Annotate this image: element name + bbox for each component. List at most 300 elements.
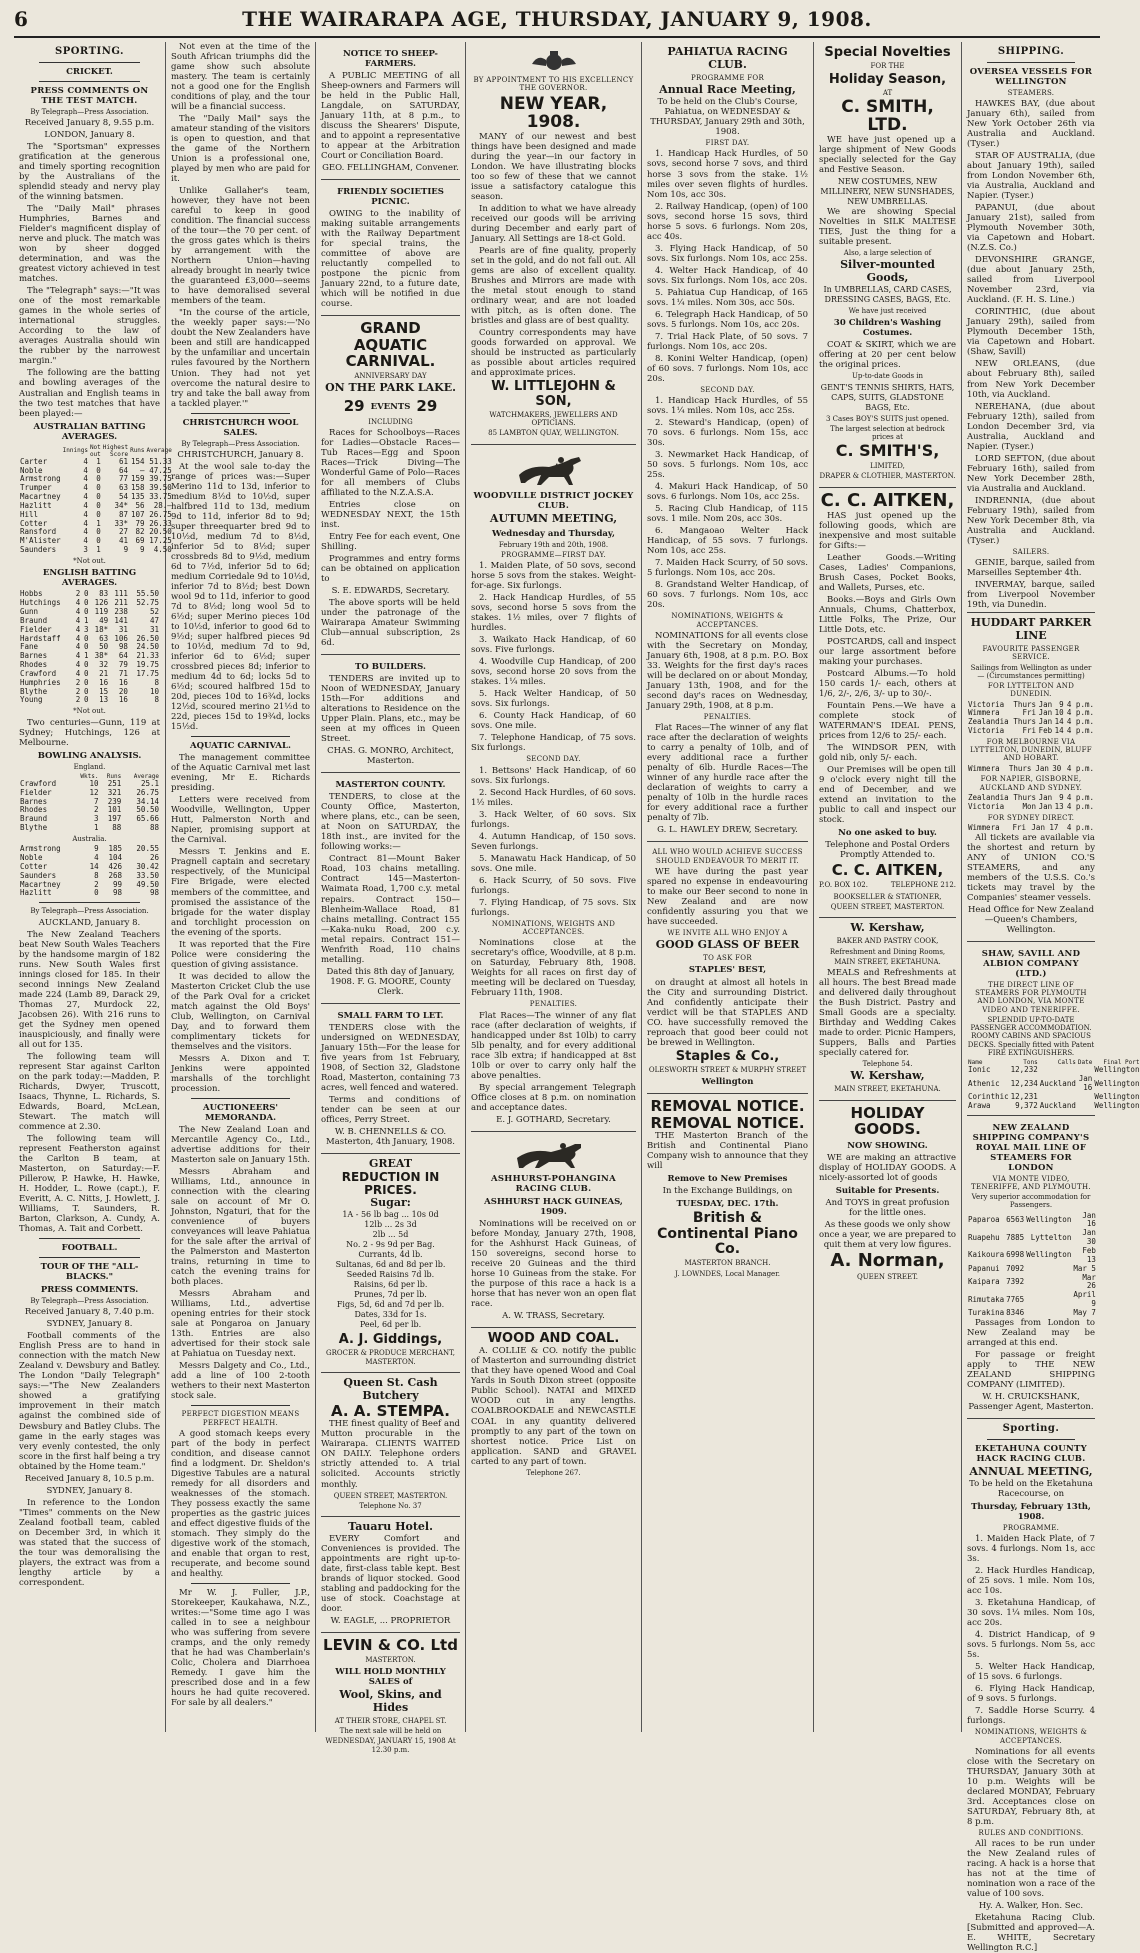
sheep-farmers-notice xyxy=(321,42,460,180)
dateline: AUCKLAND, January 8. xyxy=(38,917,141,928)
divider xyxy=(987,62,1075,63)
dateline: LONDON, January 8. xyxy=(44,130,135,141)
ad-text: The above sports will be held under the patronage of the Wairarapa Amateur Swimming Club—annual subscription, 2s 6d. xyxy=(321,598,460,649)
article-paragraph: The New Zealand Loan and Mercantile Agency Co., Ltd., advertise additions for their Masterton sale on January 15th. xyxy=(171,1124,310,1165)
received-line: Received January 8, 10.5 p.m. xyxy=(24,1473,155,1484)
table-header-cell xyxy=(19,444,62,458)
ad-feature: Silver-mounted Goods, xyxy=(840,258,935,285)
table-cell: May 7 xyxy=(1073,1307,1096,1317)
ad-text: As these goods we only show once a year, we are prepared to quit them at very low figures. xyxy=(819,1219,956,1250)
table-cell: Victoria xyxy=(968,801,1005,811)
table-cell: 9 xyxy=(1059,699,1064,709)
auctioneers-heading: AUCTIONEERS' MEMORANDA. xyxy=(202,1102,278,1123)
table-cell: 4 p.m. xyxy=(1066,708,1094,718)
ad-date: TUESDAY, DEC. 17th. xyxy=(676,1199,779,1210)
ad-text: By special arrangement Telegraph Office closes at 8 p.m. on nomination and acceptance dates. xyxy=(471,1082,636,1113)
table-cell: 2 xyxy=(75,677,81,687)
table-cell: Noble xyxy=(20,853,43,863)
table-cell: 63 xyxy=(99,633,109,643)
table-cell: 79 xyxy=(135,518,145,528)
price-item: 1A - 56 lb bag ... 10s 0d xyxy=(342,1210,439,1220)
ad-text: WE are making an attractive display of HOLIDAY GOODS. A nicely-assorted lot of goods xyxy=(819,1152,956,1183)
received-line: Received January 8, 7.40 p.m. xyxy=(24,1307,155,1318)
ad-text: EVERY Comfort and Conveniences is provided. The appointments are right up-to-date, first-class table kept. Best brands of liquor stocked. Good stabling and paddocking for the use of stock. Coachstage at door. xyxy=(321,1533,460,1615)
table-cell: 4 xyxy=(83,518,88,528)
table-cell: Young xyxy=(20,695,43,705)
ad-title: Tauaru Hotel. xyxy=(348,1520,433,1534)
schedule-heading: FOR MELBOURNE VIA LYTTELTON, DUNEDIN, BLUFF AND HOBART. xyxy=(970,737,1092,763)
telephone: TELEPHONE 212. xyxy=(890,880,956,889)
table-cell: 88 xyxy=(112,823,122,833)
ad-text: All races to be run under the New Zealand rules of racing. A hack is a horse that has not at the time of nomination won a race of the value of 100 sovs. xyxy=(967,1839,1095,1900)
table-cell: Jan xyxy=(1038,708,1053,718)
club-heading: ASHHURST-POHANGINA RACING CLUB. xyxy=(490,1173,617,1194)
race-item: 2. Steward's Handicap, (open) of 70 sovs. 6 furlongs. Nom 15s, acc 30s. xyxy=(647,418,808,449)
sailing-row xyxy=(967,1102,1140,1111)
table-cell: 4 p.m. xyxy=(1066,822,1094,832)
table-cell: 0 xyxy=(96,474,101,484)
article-paragraph: The "Daily Mail" says the amateur standing of the visitors is open to question, and that the game of the Northern Union is a professional one, played by men who are paid for it. xyxy=(171,114,310,185)
table-cell: 61 xyxy=(119,456,129,466)
table-cell: Kaipara xyxy=(968,1276,1000,1286)
ad-title: GRAND xyxy=(360,319,421,338)
table-cell: Jan xyxy=(1035,763,1049,773)
table-cell: Hutchings xyxy=(20,598,61,608)
byline: By Telegraph—Press Association. xyxy=(30,1297,149,1306)
sailing-row xyxy=(967,1212,1097,1230)
price-item: Currants, 4d lb. xyxy=(358,1250,423,1260)
byline: By Telegraph—Press Association. xyxy=(181,439,300,448)
table-cell: 8346 xyxy=(1006,1307,1025,1317)
notice-signature: GEO. FELLINGHAM, Convener. xyxy=(322,163,459,174)
article-paragraph: The New Zealand Teachers beat New South Wales Teachers by the handsome margin of 182 runs. New South Wales first innings closed for 185. In their second innings New Zealand made 224 (Lamb 89, Darack 29, Thomas 27, Murdock 22, Jacobsen 26). With 216 runs to get the Sydney men opened inauspiciously, and finally were all out for 135. xyxy=(19,929,160,1050)
table-cell: 10 xyxy=(1054,708,1064,718)
table-cell: 50 xyxy=(99,642,109,652)
wood-coal-ad xyxy=(471,1328,636,1483)
schedule-heading: FOR NAPIER, GISBORNE, AUCKLAND AND SYDNEY. xyxy=(979,775,1083,792)
table-cell: 50.50 xyxy=(136,805,159,815)
table-cell: 39.75 xyxy=(149,474,172,484)
ad-address: QUEEN STREET, MASTERTON. xyxy=(830,903,945,912)
aitken-ad xyxy=(819,488,956,919)
article-paragraph: The management committee of the Aquatic Carnival met last evening, Mr E. Richards presiding. xyxy=(171,753,310,794)
table-cell: Jan 16 xyxy=(1082,1210,1096,1229)
ad-address: DRAPER & CLOTHIER, MASTERTON. xyxy=(819,472,956,481)
table-cell: Athenic xyxy=(968,1078,1000,1088)
ad-sub: The largest selection at bedrock prices at xyxy=(830,424,945,442)
table-cell: 47 xyxy=(149,615,159,625)
ad-text: WE have just opened up a large shipment of New Goods specially selected for the Gay and Festive Season. xyxy=(819,134,956,175)
meeting-date: February 19th and 20th, 1908. xyxy=(498,540,609,549)
table-cell: 1 xyxy=(93,823,99,833)
royal-crest-icon xyxy=(524,50,584,72)
price-item: No. 2 - 9s 9d per Bag. xyxy=(346,1240,435,1250)
ad-text: NOMINATIONS for all events close with the Secretary on Monday, January 6th, 1908, at 8 p.m. P.O. Box 33. Weights for the first day's races will be declared on or about Monday, January 13th, 1908, and for the second day's races on Wednesday, January 29th, 1908, at 8 p.m. xyxy=(647,630,808,711)
schedule-row xyxy=(967,765,1095,774)
race-item: 6. County Hack Handicap, of 60 sovs. One mile. xyxy=(471,711,636,732)
table-cell: 0 xyxy=(96,527,101,537)
notice-heading: TO BUILDERS. xyxy=(355,662,426,673)
ad-text: Fountain Pens.—We have a complete stock of WATERMAN'S IDEAL PENS, prices from 12/6 to 25/- each. xyxy=(819,700,956,741)
table-cell: 4 xyxy=(75,660,81,670)
table-cell: 47.25 xyxy=(149,465,172,475)
table-cell: Ionic xyxy=(968,1065,991,1075)
table-cell: Macartney xyxy=(20,879,61,889)
wool-sales-heading: CHRISTCHURCH WOOL SALES. xyxy=(182,417,299,438)
column-6 xyxy=(814,42,962,1732)
not-out-note: *Not out. xyxy=(73,557,106,566)
divider xyxy=(191,736,290,737)
ad-merchant-sub: LIMITED, xyxy=(870,462,905,471)
table-cell: 34.14 xyxy=(136,796,159,806)
price-item: Sultanas, 6d and 8d per lb. xyxy=(335,1260,446,1270)
table-cell: Kaikoura xyxy=(968,1250,1005,1260)
price-item: 12lb ... 2s 3d xyxy=(364,1220,417,1230)
column-7 xyxy=(962,42,1140,1953)
ad-text: We are showing Special Novelties in SILK MALTESE TIES, Just the thing for a suitable present. xyxy=(819,206,956,247)
notice-signature: CHAS. G. MONRO, Architect, Masterton. xyxy=(327,746,454,767)
race-item: 1. Maiden Plate, of 50 sovs, second horse 5 sovs from the stakes. Weight-for-age. Six furlongs. xyxy=(471,561,636,592)
ship-item: NEREHANA, (due about February 12th), sailed from London December 3rd, via Australia, Auckland and Napier. (Tyser.) xyxy=(967,401,1095,452)
table-cell: 98 xyxy=(113,888,123,898)
ad-items: In UMBRELLAS, CARD CASES, DRESSING CASES, BAGS, Etc. xyxy=(823,285,952,305)
table-header-cell: Average xyxy=(146,447,172,455)
table-cell: 119 xyxy=(94,606,109,616)
ad-signature: A. W. TRASS, Secretary. xyxy=(502,1311,605,1322)
table-cell: 77 xyxy=(119,474,129,484)
column-2 xyxy=(166,42,316,1732)
table-cell: 7092 xyxy=(1006,1263,1025,1273)
column-3 xyxy=(316,42,466,1754)
table-cell: 1 xyxy=(96,545,101,555)
table-cell: 9 xyxy=(123,545,129,555)
ad-sub: 3 Cases BOY'S SUITS just opened. xyxy=(826,414,949,423)
table-cell: 4 p.m. xyxy=(1066,763,1094,773)
table-cell: 49.50 xyxy=(136,879,159,889)
table-cell: 33.75 xyxy=(149,492,172,502)
newspaper-title: THE WAIRARAPA AGE, THURSDAY, JANUARY 9, 1908. xyxy=(242,7,872,31)
price-item: Raisins, 6d per lb. xyxy=(353,1280,428,1290)
table-cell: 82 xyxy=(135,527,145,537)
table-cell: 4 xyxy=(83,465,88,475)
table-cell: 32 xyxy=(99,660,109,670)
divider xyxy=(987,1439,1075,1440)
table-cell: 99 xyxy=(113,879,123,889)
race-item: 1. Handicap Hack Hurdles, of 55 sovs. 1¼ miles. Nom 10s, acc 25s. xyxy=(647,396,808,417)
table-cell: 14 xyxy=(1054,726,1064,736)
ad-merchant-sub: Refreshment and Dining Rooms, xyxy=(829,947,946,956)
table-cell: Turakina xyxy=(968,1307,1005,1317)
article-paragraph: The following are the batting and bowling averages of the Australian and English teams in the two test matches that have been played:— xyxy=(19,368,160,419)
table-cell: 39.50 xyxy=(149,483,172,493)
race-item: 1. Handicap Hack Hurdles, of 50 sovs, second horse 7 sovs, and third horse 3 sovs from the stake. 1½ miles over seven flights of hurdles. Nom 10s, acc 30s. xyxy=(647,149,808,200)
table-cell: 4 xyxy=(75,606,81,616)
norman-ad xyxy=(819,1101,956,1287)
race-item: 2. Hack Hurdles Handicap, of 25 sovs. 1 mile. Nom 10s, acc 10s. xyxy=(967,1566,1095,1597)
table-cell: 7765 xyxy=(1006,1294,1025,1304)
ad-city: Wellington xyxy=(701,1077,754,1088)
ad-date: WEDNESDAY, JANUARY 15, 1908 At 12.30 p.m. xyxy=(325,1737,456,1754)
table-cell: 20.55 xyxy=(136,844,159,854)
ad-title: SHAW, SAVILL AND ALBION COMPANY (LTD.) xyxy=(981,948,1081,979)
schedule-row xyxy=(967,727,1095,736)
table-cell: 9 xyxy=(1059,792,1064,802)
table-cell: Thurs xyxy=(1008,763,1032,773)
ad-sub: FOR THE xyxy=(870,62,905,71)
table-cell: 4 xyxy=(75,651,81,661)
ad-text: THE finest quality of Beef and Mutton procurable in the Wairarapa. CLIENTS WAITED ON DAILY. Telephone orders strictly attended to. A trial solicited. Accounts strictly monthly. xyxy=(321,1419,460,1490)
table-cell: 4 p.m. xyxy=(1066,792,1094,802)
ad-phone: Telephone 267. xyxy=(526,1468,581,1477)
table-cell: 159 xyxy=(130,474,145,484)
racehorse-icon xyxy=(509,1140,599,1170)
table-cell: 239 xyxy=(107,796,122,806)
table-cell: 69 xyxy=(135,536,145,546)
ad-text: Our Premises will be open till 9 o'clock every night till the end of December, and we extend an invitation to the public to call and inspect our stock. xyxy=(819,764,956,826)
ad-text: To be held on the Eketahuna Racecourse, on xyxy=(969,1478,1093,1499)
nz-shipping-ad xyxy=(967,1116,1095,1419)
table-cell: Rhodes xyxy=(20,660,48,670)
table-cell: Armstrong xyxy=(20,474,61,484)
sailer-list xyxy=(967,558,1095,610)
tour-heading: TOUR OF THE "ALL-BLACKS." xyxy=(40,1262,139,1283)
ad-items: GENT'S TENNIS SHIRTS, HATS, CAPS, SUITS, GLADSTONE BAGS, Etc. xyxy=(820,382,955,412)
table-cell xyxy=(1025,1274,1072,1292)
eng-batting-table xyxy=(19,590,160,705)
ad-address: QUEEN STREET. xyxy=(856,1272,919,1281)
rules-heading: RULES AND CONDITIONS. xyxy=(978,1828,1084,1837)
ad-text: The WINDSOR PEN, with gold nib, only 5/- each. xyxy=(819,742,956,763)
ad-text: For passage or freight apply to THE NEW ZEALAND SHIPPING COMPANY (LIMITED). xyxy=(967,1349,1095,1390)
notice-text: Contract 81—Mount Baker Road, 103 chains metalling. Contract 145—Masterton-Waimata Road, 1,700 c.y. metal repairs. Contract 150—Blenheim-Wallace Road, 81 chains metalling. Contract 155—Kaka-nuku Road, 200 c.y. metal repairs. Contract 151—Wenfrith Road, 110 chains metalling. xyxy=(321,854,460,965)
ad-merchant: W. LITTLEJOHN & SON, xyxy=(491,379,616,409)
table-cell: Wellington xyxy=(1094,1100,1140,1110)
notice-heading: NOTICE TO SHEEP-FARMERS. xyxy=(343,49,438,70)
ad-title: GREAT xyxy=(368,1156,413,1170)
table-cell: 4 p.m. xyxy=(1066,717,1094,727)
ad-title: REMOVAL NOTICE. xyxy=(650,1097,805,1116)
meeting-date: Thursday, February 13th, 1908. xyxy=(971,1501,1091,1522)
digestion-heading: PERFECT DIGESTION MEANS PERFECT HEALTH. xyxy=(181,1410,300,1427)
race-item: 2. Railway Handicap, (open) of 100 sovs, second horse 15 sovs, third horse 5 sovs. 6 furlongs. Nom 20s, acc 40s. xyxy=(647,201,808,242)
ad-subtitle: FAVOURITE PASSENGER SERVICE. xyxy=(982,645,1080,662)
nominations-heading: NOMINATIONS, WEIGHTS & ACCEPTANCES. xyxy=(671,612,784,629)
table-cell: 0 xyxy=(83,606,89,616)
table-cell: 8 xyxy=(154,695,159,705)
table-cell: 4 xyxy=(94,853,99,863)
ad-merchant: A. J. Giddings, xyxy=(338,1332,443,1348)
ad-feature: Suitable for Presents. xyxy=(835,1185,940,1196)
programme-heading: PROGRAMME FOR xyxy=(690,73,765,82)
ad-merchant-sub: WATCHMAKERS, JEWELLERS AND OPTICIANS. xyxy=(489,410,618,428)
table-cell: 1 xyxy=(83,651,89,661)
schedule-table xyxy=(967,824,1095,833)
advert-paragraph: Mr W. J. Fuller, J.P., Storekeeper, Kaukahawa, N.Z., writes:—"Some time ago I was called in to see a neighbour who was suffering from severe cramps, and the only remedy that he had was Chamberlain's Colic, Cholera and Diarrhoea Remedy. I gave him the prescribed dose and in a few hours he had quite recovered. For sale by all dealers." xyxy=(171,1588,310,1709)
table-cell: Jan xyxy=(1038,801,1053,811)
table-cell: 16 xyxy=(118,677,128,687)
race-title: ASHHURST HACK GUINEAS, 1909. xyxy=(484,1196,623,1217)
table-cell: 17 xyxy=(1049,822,1059,832)
race-item: 8. Grandstand Welter Handicap, of 60 sovs. 7 furlongs. Nom 10s, acc 20s. xyxy=(647,580,808,611)
table-cell: 14 xyxy=(1054,717,1064,727)
article-paragraph: Messrs Dalgety and Co., Ltd., add a line of 100 2-tooth wethers to their next Masterton stock sale. xyxy=(171,1361,310,1402)
ad-address: QUEEN STREET, MASTERTON. xyxy=(333,1491,448,1500)
table-cell: 141 xyxy=(114,615,128,625)
race-item: 3. Waikato Hack Handicap, of 60 sovs. Five furlongs. xyxy=(471,635,636,656)
article-paragraph: Messrs A. Dixon and T. Jenkins were appointed marshalls of the torchlight procession. xyxy=(171,1053,310,1094)
table-cell: Barnes xyxy=(20,796,48,806)
sporting-heading: Sporting. xyxy=(1002,1422,1060,1434)
table-cell: 83 xyxy=(99,589,109,599)
ad-title: CARNIVAL. xyxy=(345,352,436,371)
table-cell: 20 xyxy=(118,686,128,696)
table-cell: Rimutaka xyxy=(968,1294,1005,1304)
divider xyxy=(39,1257,140,1258)
table-cell: Auckland xyxy=(1039,1078,1076,1088)
table-cell: Auckland xyxy=(1039,1100,1076,1110)
table-cell: Saunders xyxy=(20,545,57,555)
ship-item: INDRENNIA, (due about February 19th), sailed from New York December 8th, via Australia and Auckland. (Tyser.) xyxy=(967,495,1095,546)
table-cell: 3 xyxy=(83,545,88,555)
race-item: 7. Flying Handicap, of 75 sovs. Six furlongs. xyxy=(471,897,636,918)
ad-address: MAIN STREET, EKETAHUNA. xyxy=(834,1085,941,1094)
table-cell: 6998 xyxy=(1006,1250,1025,1260)
race-item: 5. Racing Club Handicap, of 115 sovs. 1 mile. Nom 20s, acc 30s. xyxy=(647,504,808,525)
table-cell: 87 xyxy=(119,509,129,519)
table-cell: 21.33 xyxy=(136,651,159,661)
price-item: Dates, 33d for 1s. xyxy=(354,1310,427,1320)
table-cell: 4 xyxy=(75,642,81,652)
table-cell xyxy=(1039,1066,1077,1075)
table-cell: 4 p.m. xyxy=(1066,699,1094,709)
ad-items: NEW COSTUMES, NEW MILLINERY, NEW SUNSHADES, NEW UMBRELLAS. xyxy=(820,176,955,206)
table-cell: Thurs xyxy=(1013,717,1036,727)
press-comments-heading: PRESS COMMENTS ON THE TEST MATCH. xyxy=(30,85,149,106)
table-cell: Corinthic xyxy=(968,1091,1009,1101)
ad-title: Holiday Season, xyxy=(828,71,947,87)
schedule-heading: FOR LYTTELTON AND DUNEDIN. xyxy=(987,682,1075,699)
bowling-row xyxy=(19,824,160,833)
table-cell: 1 xyxy=(96,456,101,466)
table-cell: Hill xyxy=(20,509,39,519)
meeting-title: AUTUMN MEETING, xyxy=(489,511,618,525)
price-item: Peel, 6d per lb. xyxy=(359,1320,422,1330)
ad-text: To be held on the Club's Course, Pahiatua, on WEDNESDAY & THURSDAY, January 29th and 30th, 1908. xyxy=(650,97,805,138)
table-cell: 0 xyxy=(83,668,89,678)
second-day-heading: SECOND DAY. xyxy=(700,385,755,394)
table-cell: 30.42 xyxy=(136,861,159,871)
ad-text: Entries close on WEDNESDAY NEXT, the 15th inst. xyxy=(321,499,460,530)
table-cell: 1 xyxy=(96,518,101,528)
divider xyxy=(39,1238,140,1239)
table-cell: 28.— xyxy=(153,500,172,510)
ad-sub: Up-to-date Goods in xyxy=(851,372,924,381)
ad-subtitle: VIA MONTE VIDEO, TENERIFFE, AND PLYMOUTH. xyxy=(971,1174,1091,1191)
ad-title: HUDDART PARKER LINE xyxy=(970,616,1092,643)
race-item: 3. Eketahuna Handicap, of 30 sovs. 1¼ miles. Nom 10s, acc 20s. xyxy=(967,1598,1095,1629)
race-item: 7. Trial Hack Plate, of 50 sovs. 7 furlongs. Nom 10s, acc 20s. xyxy=(647,331,808,352)
events-row xyxy=(321,398,460,415)
sailer-item: INVERMAY, barque, sailed from Liverpool November 19th, via Dunedin. xyxy=(967,580,1095,611)
race-item: 8. Konini Welter Handicap, (open) of 60 sovs. 7 furlongs. Nom 10s, acc 20s. xyxy=(647,353,808,384)
notice-text: TENDERS are invited up to Noon of WEDNESDAY, January 15th—For additions and alterations to Residence on the Upper Plain. Plans, etc., may be seen at my offices in Queen Street. xyxy=(321,674,460,745)
table-cell: Humphries xyxy=(20,677,61,687)
contact-row xyxy=(819,879,956,891)
ad-town: MASTERTON. xyxy=(365,1655,416,1664)
table-cell: 154 xyxy=(130,456,145,466)
ad-text: Books.—Boys and Girls Own Annuals, Chums, Chatterbox, Little Folks, The Prize, Our Little Dots, etc. xyxy=(819,594,956,635)
column-4 xyxy=(466,42,642,1732)
table-cell: Hazlitt xyxy=(20,500,52,510)
ad-merchant: C. SMITH'S, xyxy=(835,441,940,461)
table-cell: 2 xyxy=(75,695,81,705)
levin-ad xyxy=(321,1633,460,1760)
table-cell: 17.75 xyxy=(136,668,159,678)
sailing-row xyxy=(967,1309,1097,1318)
programme-heading: PROGRAMME. xyxy=(1002,1523,1060,1532)
table-cell: Thurs xyxy=(1013,792,1036,802)
table-cell: 106 xyxy=(114,633,128,643)
appointment-line: BY APPOINTMENT TO HIS EXCELLENCY THE GOVERNOR. xyxy=(473,76,634,93)
race-item: 7. Maiden Hack Scurry, of 50 sovs. 5 furlongs. Nom 10s, acc 20s. xyxy=(647,558,808,579)
table-cell: Lyttelton xyxy=(1030,1232,1072,1242)
aus-batting-table xyxy=(19,444,173,555)
table-cell: 0 xyxy=(94,888,99,898)
table-cell: 34* xyxy=(114,500,129,510)
article-paragraph: Not even at the time of the South African triumphs did the game show such absolute mastery. The team is certainly not a good one for the English conditions of play, and the tour will be a financial success. xyxy=(171,42,310,113)
table-cell: 126 xyxy=(94,598,109,608)
table-cell: Papanui xyxy=(968,1263,1000,1273)
table-cell: Jan xyxy=(1038,792,1053,802)
ad-title: Special Novelties xyxy=(824,45,951,60)
table-cell: 26.33 xyxy=(149,518,172,528)
table-cell: 0 xyxy=(83,633,89,643)
table-cell: 104 xyxy=(108,853,123,863)
table-cell: 4 xyxy=(83,509,88,519)
table-cell: 33* xyxy=(114,518,129,528)
notice-text: Terms and conditions of tender can be seen at our offices, Perry Street. xyxy=(321,1094,460,1125)
eng-batting-heading: ENGLISH BATTING AVERAGES. xyxy=(42,568,137,589)
ad-phone: Telephone No. 37 xyxy=(359,1501,422,1510)
table-cell: 6563 xyxy=(1006,1215,1025,1225)
table-cell: 13 xyxy=(99,695,109,705)
table-cell: 12,232 xyxy=(1010,1065,1038,1075)
bowling-sub-australia: Australia. xyxy=(72,834,107,843)
received-line: Received January 8, 9.55 p.m. xyxy=(24,118,155,129)
table-cell: Macartney xyxy=(20,492,61,502)
table-cell: Crawford xyxy=(20,668,57,678)
ad-text: Flat Races—The winner of any flat race after the declaration of weights to carry a penalty of 10lb, and of every additional race a further penalty of 6lb. Hurdle Races—The winner of any hurdle race after the declaration of weights to carry a penalty of 10lb in the hurdle races for every additional race a further penalty of 7lb. xyxy=(647,723,808,824)
page-number: 6 xyxy=(14,7,28,31)
race-item: 6. Flying Hack Handicap, of 9 sovs. 5 furlongs. xyxy=(967,1684,1095,1705)
ad-feature: 30 Children's Washing Costumes. xyxy=(833,318,942,339)
race-item: 7. Saddle Horse Scurry. 4 furlongs. xyxy=(967,1706,1095,1727)
sailing-table xyxy=(967,1212,1097,1318)
price-item: Seeded Raisins 7d lb. xyxy=(346,1270,435,1280)
ad-text: MANY of our newest and best things have been designed and made during the year—in our factory in London. We have illustrating blocks too so few of these that we cannot issue a satisfactory catalogue this season. xyxy=(471,131,636,202)
batting-row xyxy=(19,546,173,555)
table-cell: 63 xyxy=(119,483,129,493)
ad-title: Queen St. Cash Butchery xyxy=(343,1375,438,1402)
ad-subtitle: Sugar: xyxy=(370,1196,411,1210)
table-cell xyxy=(1025,1291,1072,1309)
table-cell: 12,231 xyxy=(1010,1091,1038,1101)
table-cell: 0 xyxy=(83,660,89,670)
divider xyxy=(191,1583,290,1584)
race-list xyxy=(647,396,808,610)
table-header-cell: Date xyxy=(1077,1059,1093,1067)
ad-text: Country correspondents may have goods forwarded on approval. We should be instructed as particularly as possible about articles required and approximate prices. xyxy=(471,328,636,379)
